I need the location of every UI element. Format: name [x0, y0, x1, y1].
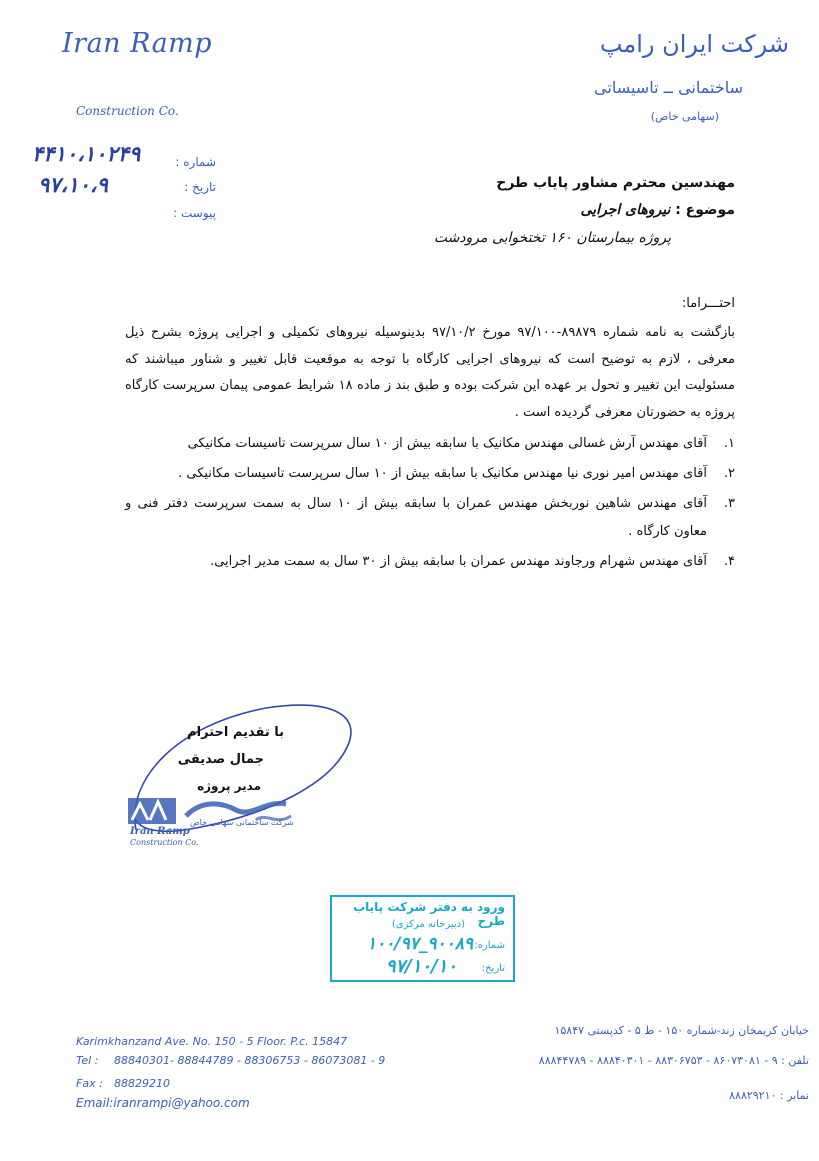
list-item [125, 548, 735, 576]
footer-fax-label: Fax : [76, 1077, 103, 1090]
received-stamp-subtitle: (دبیرخانه مرکزی) [391, 919, 465, 930]
letter-number: ۴۴۱۰،۱۰۲۴۹ [32, 142, 141, 166]
footer-tel-fa: تلفن : ۹ - ۸۶۰۷۳۰۸۱ - ۸۸۳۰۶۷۵۳ - ۸۸۸۴۰۳۰۱ - ۸۸۸۴۴۷۸۹ [538, 1054, 809, 1067]
number-label: شماره : [175, 155, 216, 169]
footer-fax-fa: نمابر : ۸۸۸۲۹۲۱۰ [729, 1089, 809, 1102]
company-type-fa: (سهامی خاص) [650, 110, 719, 123]
list-item [125, 490, 735, 546]
footer-tel-label: Tel : [76, 1054, 99, 1067]
list-number: ۳. [723, 496, 735, 511]
subject-label: موضوع : [675, 202, 735, 218]
company-subtitle-en: Construction Co. [76, 104, 179, 118]
project-title: پروژه بیمارستان ۱۶۰ تختخوابی مرودشت [433, 230, 671, 246]
list-item [125, 460, 735, 488]
list-item-text: آقای مهندس امیر نوری نیا مهندس مکانیک با سابقه بیش از ۱۰ سال سرپرست تاسیسات مکانیکی . [178, 466, 707, 481]
footer-address-fa: خیابان کریمخان زند-شماره ۱۵۰ - ط ۵ - کدپستی ۱۵۸۴۷ [554, 1024, 809, 1037]
personnel-list [125, 430, 735, 578]
received-number: ۱۰۰/۹۷_۹۰۰۸۹ [366, 934, 473, 954]
letter-date: ۹۷،۱۰،۹ [38, 173, 108, 197]
footer-email: Email:iranrampi@yahoo.com [76, 1096, 250, 1110]
list-item [125, 430, 735, 458]
addressee: مهندسین محترم مشاور پایاب طرح [496, 175, 735, 191]
company-subtitle-fa: ساختمانی ــ تاسیساتی [594, 78, 743, 97]
footer-fax-en: 88829210 [114, 1077, 170, 1090]
received-date: ۹۷/۱۰/۱۰ [385, 956, 457, 977]
seal-subtext-en: Construction Co. [130, 838, 199, 847]
received-number-label: شماره: [474, 940, 505, 951]
seal-subtext-fa: شرکت ساختمانی سهامی خاص [190, 818, 294, 827]
received-stamp [330, 895, 515, 982]
date-label: تاریخ : [184, 180, 216, 194]
list-number: ۲. [723, 466, 735, 481]
signer-title: مدیر پروژه [197, 779, 261, 793]
list-item-text: آقای مهندس آرش غسالی مهندس مکانیک با سابقه بیش از ۱۰ سال سرپرست تاسیسات مکانیکی [187, 436, 707, 451]
signer-name: جمال صدیقی [177, 752, 264, 767]
subject-line [581, 202, 735, 218]
footer-address-en: Karimkhanzand Ave. No. 150 - 5 Floor. P.c. 15847 [76, 1035, 348, 1048]
body-paragraph: بازگشت به نامه شماره ۸۹۸۷۹-۹۷/۱۰۰ مورخ ۹۷/۱۰/۲ بدینوسیله نیروهای تکمیلی و اجرایی پروژه بشرح ذیل معرفی ، لازم به توضیح است که نیروهای اجرایی کارگاه با توجه به موقعیت قابل تغییر و شناور میباشند که مسئولیت این تغییر و تحول بر عهده این شرکت بوده و طبق بند ز ماده ۱۸ شرایط عمومی پیمان سرپرست کارگاه پروژه به حضورتان معرفی گردیده است . [125, 325, 735, 420]
closing-phrase: با تقدیم احترام [187, 725, 284, 740]
company-logo-en: Iran Ramp [62, 28, 213, 59]
list-number: ۴. [723, 554, 735, 569]
received-stamp-title: ورود به دفتر شرکت پایاب طرح [353, 900, 505, 928]
company-logo-fa: شرکت ایران رامپ [599, 30, 789, 58]
list-item-text: آقای مهندس شهرام ورجاوند مهندس عمران با سابقه بیش از ۳۰ سال به سمت مدیر اجرایی. [210, 554, 707, 569]
greeting: احتـــراما: [681, 296, 735, 311]
list-number: ۱. [723, 436, 735, 451]
subject-text: نیروهای اجرایی [580, 202, 671, 218]
seal-text-en: Iran Ramp [130, 826, 190, 837]
footer-tel-en: 88840301- 88844789 - 88306753 - 86073081 - 9 [114, 1054, 386, 1067]
attachment-label: پیوست : [173, 206, 216, 220]
received-date-label: تاریخ: [481, 963, 505, 974]
list-item-text: آقای مهندس شاهین نوربخش مهندس عمران با سابقه بیش از ۱۰ سال به سمت سرپرست دفتر فنی و معاون کارگاه . [125, 496, 708, 539]
